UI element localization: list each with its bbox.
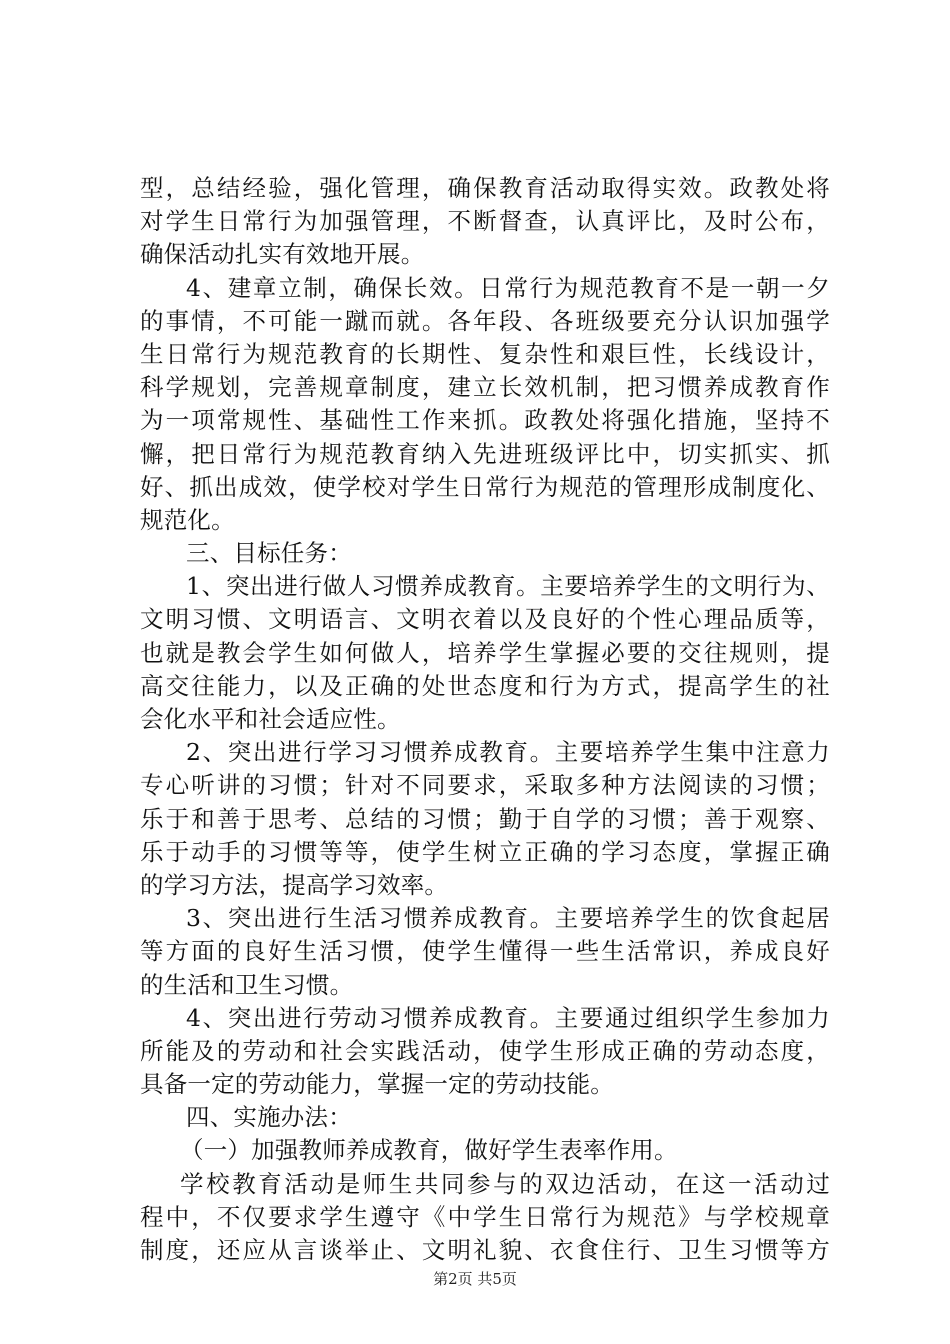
section-heading: 三、目标任务： [186,539,352,568]
paragraph-start-line: 1、突出进行做人习惯养成教育。主要培养学生的文明行为、 [186,572,830,601]
text-line: 为一项常规性、基础性工作来抓。政教处将强化措施，坚持不 [140,406,830,435]
text-line: 高交往能力，以及正确的处世态度和行为方式，提高学生的社 [140,671,830,700]
page-number-label: 第2页 共5页 [433,1270,517,1288]
paragraph-start-line: 4、突出进行劳动习惯养成教育。主要通过组织学生参加力 [186,1003,830,1032]
text-line: 对学生日常行为加强管理，不断督查，认真评比，及时公布， [140,207,830,236]
document-body [140,172,830,1267]
text-line: 的生活和卫生习惯。 [140,970,354,999]
text-line: 好、抓出成效，使学校对学生日常行为规范的管理形成制度化、 [140,472,830,501]
text-line: 确保活动扎实有效地开展。 [140,240,425,269]
paragraph-start-line: 学校教育活动是师生共同参与的双边活动，在这一活动过 [180,1169,830,1198]
text-line: 程中，不仅要求学生遵守《中学生日常行为规范》与学校规章 [140,1202,830,1231]
paragraph-start-line: 3、突出进行生活习惯养成教育。主要培养学生的饮食起居 [186,904,830,933]
text-line: 型，总结经验，强化管理，确保教育活动取得实效。政教处将 [140,174,830,202]
text-line: 制度，还应从言谈举止、文明礼貌、衣食住行、卫生习惯等方 [140,1236,830,1264]
text-line: 也就是教会学生如何做人，培养学生掌握必要的交往规则，提 [140,638,830,667]
text-line: 的学习方法，提高学习效率。 [140,870,449,899]
text-line: 规范化。 [140,505,235,534]
section-heading: 四、实施办法： [186,1103,352,1132]
paragraph-start-line: 2、突出进行学习习惯养成教育。主要培养学生集中注意力 [186,738,830,767]
paragraph-start-line: 4、建章立制，确保长效。日常行为规范教育不是一朝一夕 [186,273,830,302]
text-line: 生日常行为规范教育的长期性、复杂性和艰巨性，长线设计， [140,339,830,368]
text-line: 的事情，不可能一蹴而就。各年段、各班级要充分认识加强学 [140,306,830,335]
text-line: 懈，把日常行为规范教育纳入先进班级评比中，切实抓实、抓 [140,439,830,468]
text-line: 会化水平和社会适应性。 [140,705,401,733]
page-footer [0,1268,950,1289]
text-line: 等方面的良好生活习惯，使学生懂得一些生活常识，养成良好 [140,937,830,966]
subsection-heading: （一）加强教师养成教育，做好学生表率作用。 [180,1136,678,1165]
text-line: 所能及的劳动和社会实践活动，使学生形成正确的劳动态度， [140,1036,830,1065]
text-line: 乐于动手的习惯等等，使学生树立正确的学习态度，掌握正确 [140,837,830,866]
text-line: 文明习惯、文明语言、文明衣着以及良好的个性心理品质等， [140,605,830,634]
text-line: 科学规划，完善规章制度，建立长效机制，把习惯养成教育作 [140,373,830,402]
text-line: 专心听讲的习惯；针对不同要求，采取多种方法阅读的习惯； [140,771,830,800]
text-line: 具备一定的劳动能力，掌握一定的劳动技能。 [140,1070,614,1099]
text-line: 乐于和善于思考、总结的习惯；勤于自学的习惯；善于观察、 [140,804,830,833]
